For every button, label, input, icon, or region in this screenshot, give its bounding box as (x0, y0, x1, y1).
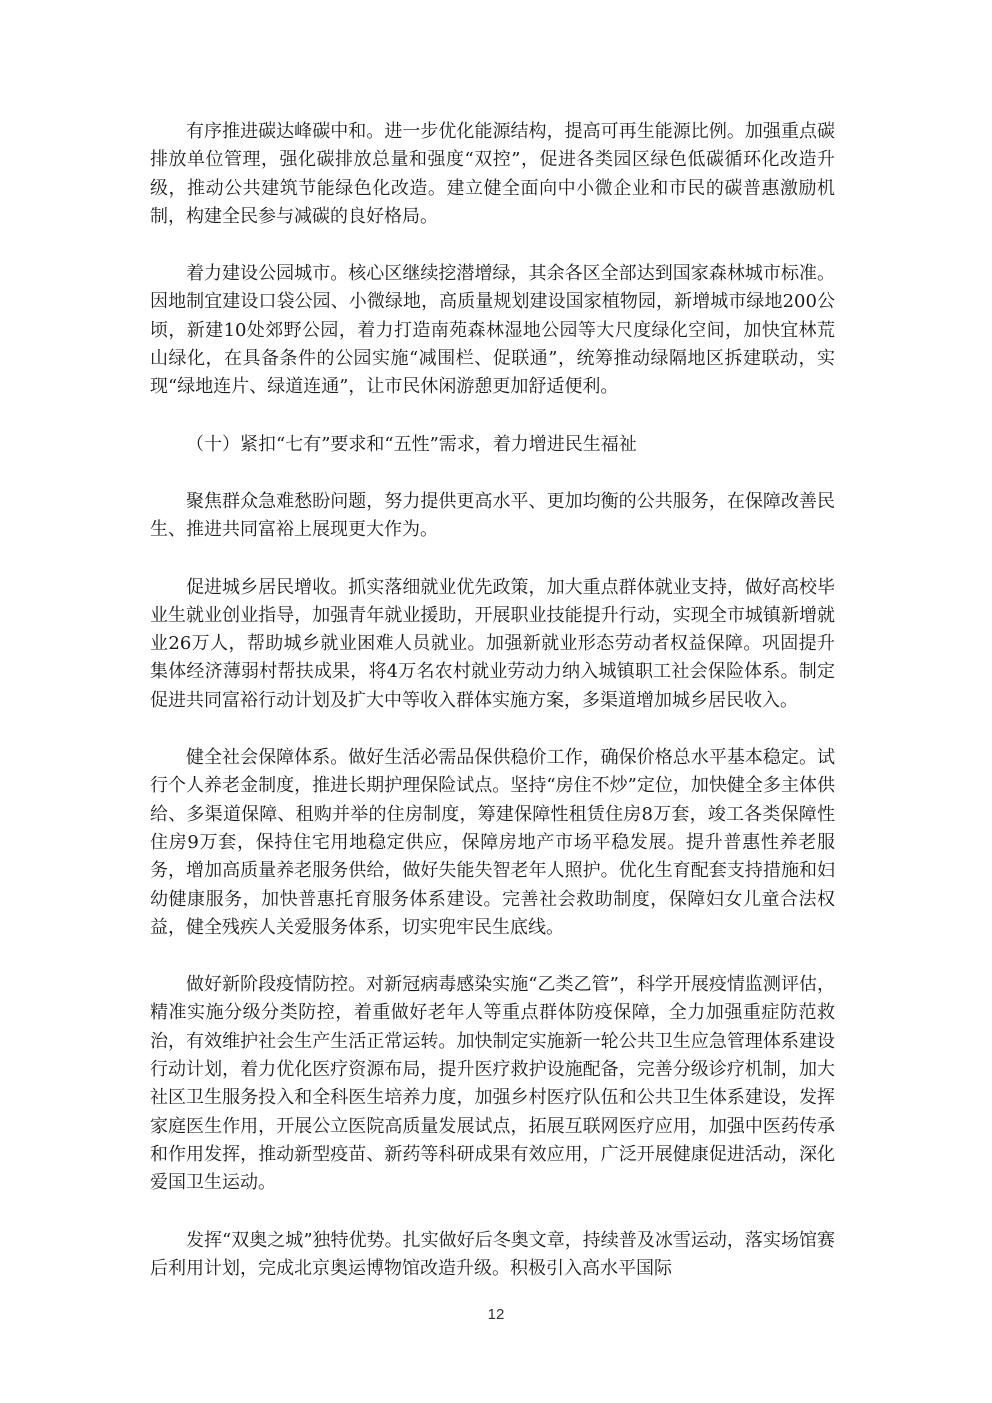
paragraph-public-services: 聚焦群众急难愁盼问题，努力提供更高水平、更加均衡的公共服务，在保障改善民生、推进共同富裕上展现更大作为。 (150, 490, 835, 541)
paragraph-income-growth: 促进城乡居民增收。抓实落细就业优先政策，加大重点群体就业支持，做好高校毕业生就业创业指导，加强青年就业援助，开展职业技能提升行动，实现全市城镇新增就业26万人，帮助城乡就业困难人员就业。加强新就业形态劳动者权益保障。巩固提升集体经济薄弱村帮扶成果，将4万名农村就业劳动力纳入城镇职工社会保险体系。制定促进共同富裕行动计划及扩大中等收入群体实施方案，多渠道增加城乡居民收入。 (150, 576, 835, 711)
paragraph-park-city: 着力建设公园城市。核心区继续挖潜增绿，其余各区全部达到国家森林城市标准。因地制宜建设口袋公园、小微绿地，高质量规划建设国家植物园，新增城市绿地200公顷，新建10处郊野公园，着力打造南苑森林湿地公园等大尺度绿化空间，加快宜林荒山绿化，在具备条件的公园实施“减围栏、促联通”，统筹推动绿隔地区拆建联动，实现“绿地连片、绿道连通”，让市民休闲游憩更加舒适便利。 (150, 263, 835, 398)
paragraph-epidemic-control: 做好新阶段疫情防控。对新冠病毒感染实施“乙类乙管”，科学开展疫情监测评估，精准实施分级分类防控，着重做好老年人等重点群体防疫保障，全力加强重症防范救治，有效维护社会生产生活正常运转。加快制定实施新一轮公共卫生应急管理体系建设行动计划，着力优化医疗资源布局，提升医疗救护设施配备，完善分级诊疗机制，加大社区卫生服务投入和全科医生培养力度，加强乡村医疗队伍和公共卫生体系建设，发挥家庭医生作用，开展公立医院高质量发展试点，拓展互联网医疗应用，加强中医药传承和作用发挥，推动新型疫苗、新药等科研成果有效应用，广泛开展健康促进活动，深化爱国卫生运动。 (150, 974, 835, 1194)
paragraph-olympic-city: 发挥“双奥之城”独特优势。扎实做好后冬奥文章，持续普及冰雪运动，落实场馆赛后利用计划，完成北京奥运博物馆改造升级。积极引入高水平国际 (150, 1229, 835, 1279)
paragraph-social-security: 健全社会保障体系。做好生活必需品保供稳价工作，确保价格总水平基本稳定。试行个人养老金制度，推进长期护理保险试点。坚持“房住不炒”定位，加快健全多主体供给、多渠道保障、租购并举的住房制度，筹建保障性租赁住房8万套，竣工各类保障性住房9万套，保持住宅用地稳定供应，保障房地产市场平稳发展。提升普惠性养老服务，增加高质量养老服务供给，做好失能失智老年人照护。优化生育配套支持措施和妇幼健康服务，加快普惠托育服务体系建设。完善社会救助制度，保障妇女儿童合法权益，健全残疾人关爱服务体系，切实兜牢民生底线。 (150, 747, 835, 938)
paragraph-carbon-neutrality: 有序推进碳达峰碳中和。进一步优化能源结构，提高可再生能源比例。加强重点碳排放单位管理，强化碳排放总量和强度“双控”，促进各类园区绿色低碳循环化改造升级，推动公共建筑节能绿色化改造。建立健全面向中小微企业和市民的碳普惠激励机制，构建全民参与减碳的良好格局。 (150, 121, 835, 227)
section-heading-livelihood: （十）紧扣“七有”要求和“五性”需求，着力增进民生福祉 (186, 433, 637, 455)
document-body (150, 118, 835, 1312)
page-number: 12 (487, 1306, 505, 1323)
